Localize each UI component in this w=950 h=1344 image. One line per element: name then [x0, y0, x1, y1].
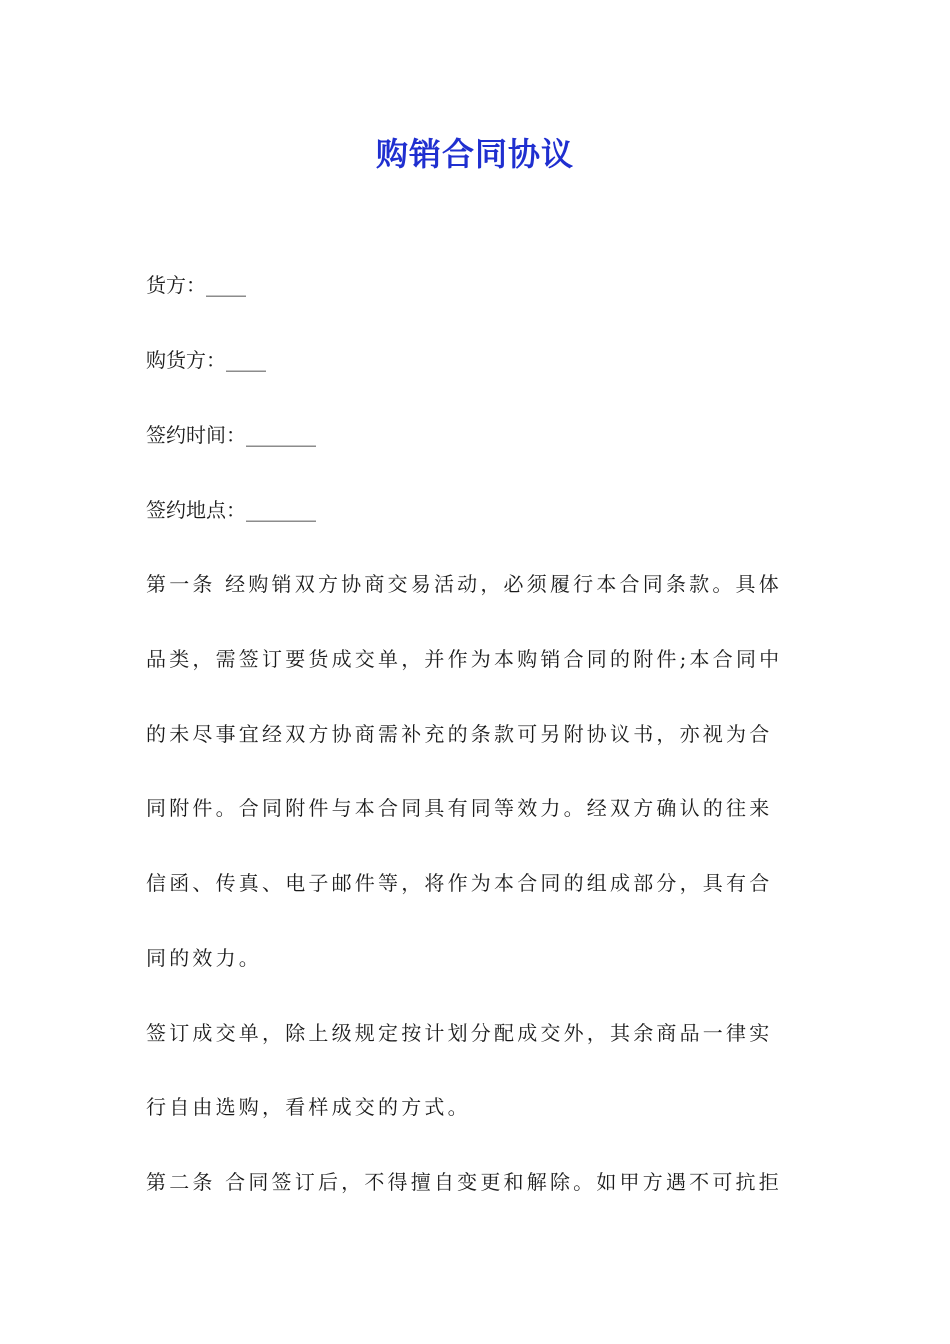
article-1-line-5: 信函、传真、电子邮件等，将作为本合同的组成部分，具有合	[146, 871, 773, 895]
buyer-field: 购货方：____	[146, 348, 266, 372]
article-1-line-3: 的未尽事宜经双方协商需补充的条款可另附协议书，亦视为合	[146, 722, 773, 746]
article-1-line-2: 品类，需签订要货成交单，并作为本购销合同的附件;本合同中	[146, 647, 783, 671]
seller-field: 货方：____	[146, 273, 246, 297]
article-1-line-6: 同的效力。	[146, 946, 262, 970]
article-2-line-1: 第二条 合同签订后，不得擅自变更和解除。如甲方遇不可抗拒	[146, 1170, 782, 1194]
signing-time-field: 签约时间：_______	[146, 423, 316, 447]
paragraph-2-line-1: 签订成交单，除上级规定按计划分配成交外，其余商品一律实	[146, 1021, 773, 1045]
signing-place-field: 签约地点：_______	[146, 498, 316, 522]
paragraph-2-line-2: 行自由选购，看样成交的方式。	[146, 1095, 471, 1119]
article-1-line-1: 第一条 经购销双方协商交易活动，必须履行本合同条款。具体	[146, 572, 782, 596]
document-title: 购销合同协议	[375, 135, 574, 173]
article-1-line-4: 同附件。合同附件与本合同具有同等效力。经双方确认的往来	[146, 796, 773, 820]
